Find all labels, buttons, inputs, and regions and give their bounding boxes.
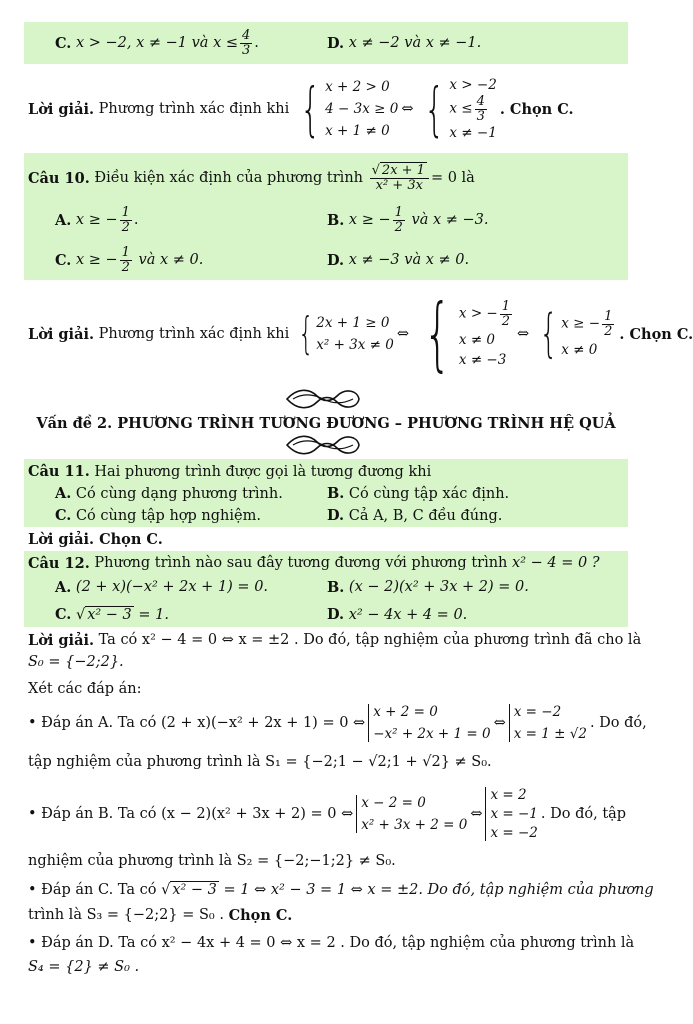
q10-option-c: C. x ≥ − $\frac{1}{2}$ và x ≠ 0. bbox=[55, 244, 204, 275]
brace-system: { x > − $\frac{1}{2}$ x ≠ 0 x ≠ −3 bbox=[423, 287, 511, 380]
q10-option-b: B. x ≥ − $\frac{1}{2}$ và x ≠ −3. bbox=[327, 204, 489, 235]
choose-answer: . Chọn C. bbox=[499, 100, 574, 118]
q12-solution-line1: Lời giải. Ta có x² − 4 = 0 ⇔ x = ±2 . Do đó, tập nghiệm của phương trình đã cho là bbox=[28, 631, 642, 649]
q12-option-d: D. x² − 4x + 4 = 0. bbox=[327, 606, 468, 623]
brace-system: { x + 2 > 0 4 − 3x ≥ 0 x + 1 ≠ 0 bbox=[300, 75, 399, 143]
solution-label: Lời giải. bbox=[28, 325, 95, 343]
question-text: Điều kiện xác định của phương trình bbox=[94, 170, 364, 186]
option-text: x ≠ −2 và x ≠ −1. bbox=[348, 35, 482, 51]
section-title-row bbox=[24, 411, 628, 435]
choose-answer: Chọn C. bbox=[228, 906, 293, 924]
answer-a-analysis: • Đáp án A. Ta có (2 + x)(−x² + 2x + 1) = 0 ⇔ x + 2 = 0 −x² + 2x + 1 = 0 ⇔ x = −2 x = 1 ± √2 . Do đó, bbox=[28, 704, 647, 742]
q12-option-b: B. (x − 2)(x² + 3x + 2) = 0. bbox=[327, 578, 529, 596]
choose-answer: . Chọn C. bbox=[619, 325, 693, 343]
q9-option-d bbox=[327, 22, 481, 64]
question-label: Câu 12. bbox=[28, 554, 90, 572]
option-label: C. bbox=[55, 34, 72, 52]
fraction: $\frac{√ 2x + 1}{\text{x² + 3x}}$ bbox=[370, 164, 429, 192]
answer-d-analysis: • Đáp án D. Ta có x² − 4x + 4 = 0 ⇔ x = 2 . Do đó, tập nghiệm của phương trình là bbox=[28, 935, 635, 951]
q12-option-c: C. √ x² − 3 = 1. bbox=[55, 606, 169, 623]
answer-c-analysis: • Đáp án C. Ta có √ x² − 3 = 1 ⇔ x² − 3 = 1 ⇔ x = ±2. Do đó, tập nghiệm của phương bbox=[28, 882, 654, 898]
brace-system: { x ≥ − $\frac{1}{2}$ x ≠ 0 bbox=[539, 304, 613, 364]
brace-system: { x > −2 x ≤ $\frac{4}{3}$ x ≠ −1 bbox=[424, 75, 497, 143]
q11-option-c: C. Có cùng tập hợp nghiệm. bbox=[55, 507, 261, 524]
q11-title bbox=[28, 461, 431, 482]
q10-option-a: A. x ≥ − $\frac{1}{2}$ . bbox=[55, 204, 139, 235]
q10-solution: Lời giải. Phương trình xác định khi { 2x + 1 ≥ 0 x² + 3x ≠ 0 ⇔ { x > − $\frac{1}{2}$ x ≠ 0 x ≠ −3 ⇔ { x ≥ − $\frac{1}{2}$ x ≠ 0 . Chọn C. bbox=[28, 287, 693, 380]
option-label: D. bbox=[327, 34, 345, 52]
answer-b-analysis: • Đáp án B. Ta có (x − 2)(x² + 3x + 2) = 0 ⇔ x − 2 = 0 x² + 3x + 2 = 0 ⇔ x = 2 x = −1 x = −2 . Do đó, tập bbox=[28, 787, 627, 841]
q10-option-d: D. x ≠ −3 và x ≠ 0. bbox=[327, 251, 470, 269]
answer-d-conclusion: S₄ = {2} ≠ S₀ . bbox=[28, 959, 140, 975]
q9-solution: Lời giải. Phương trình xác định khi { x + 2 > 0 4 − 3x ≥ 0 x + 1 ≠ 0 ⇔ { x > −2 x ≤ $\frac{4}{3}$ x ≠ −1 . Chọn C. bbox=[28, 75, 574, 143]
q12-title: Câu 12. Phương trình nào sau đây tương đương với phương trình x² − 4 = 0 ? bbox=[28, 554, 600, 572]
q11-option-d: D. Cả A, B, C đều đúng. bbox=[327, 507, 503, 524]
q9-option-c: C. x > −2, x ≠ −1 và x ≤ $\frac{4}{3}$ . bbox=[55, 27, 259, 58]
question-text: Phương trình nào sau đây tương đương với phương trình bbox=[94, 555, 508, 571]
answer-c-conclusion: trình là S₃ = {−2;2} = S₀ . Chọn C. bbox=[28, 906, 293, 924]
answer-b-conclusion: nghiệm của phương trình là S₂ = {−2;−1;2} ≠ S₀. bbox=[28, 853, 396, 869]
brace-system: { 2x + 1 ≥ 0 x² + 3x ≠ 0 bbox=[298, 308, 394, 359]
ornament-top-icon bbox=[283, 388, 363, 410]
ornament-bottom-icon bbox=[283, 434, 363, 456]
answer-a-conclusion: tập nghiệm của phương trình là S₁ = {−2;1 − √2;1 + √2} ≠ S₀. bbox=[28, 754, 492, 770]
option-text: x > −2, x ≠ −1 và x ≤ bbox=[75, 35, 239, 51]
solution-text: Phương trình xác định khi bbox=[98, 101, 290, 117]
consider-options: Xét các đáp án: bbox=[28, 681, 142, 697]
q11-option-b: B. Có cùng tập xác định. bbox=[327, 485, 510, 502]
question-text: Hai phương trình được gọi là tương đương khi bbox=[94, 463, 432, 480]
question-label: Câu 10. bbox=[28, 169, 90, 187]
solution-label: Lời giải. Chọn C. bbox=[28, 530, 163, 548]
fraction: $\frac{4}{3}$ bbox=[242, 27, 251, 58]
question-label: Câu 11. bbox=[28, 463, 90, 480]
q12-option-a: A. (2 + x)(−x² + 2x + 1) = 0. bbox=[55, 578, 269, 596]
solution-label: Lời giải. bbox=[28, 100, 95, 118]
q12-solution-line2: S₀ = {−2;2}. bbox=[28, 654, 124, 670]
solution-label: Lời giải. bbox=[28, 631, 95, 649]
q10-title: Câu 10. Điều kiện xác định của phương trình $\frac{√ 2x + 1}{\text{x² + 3x}}$ = 0 là bbox=[28, 162, 475, 193]
q11-option-a: A. Có cùng dạng phương trình. bbox=[55, 485, 283, 502]
section-title: Vấn đề 2. PHƯƠNG TRÌNH TƯƠNG ĐƯƠNG – PHƯƠNG TRÌNH HỆ QUẢ bbox=[36, 414, 616, 432]
q11-solution bbox=[28, 528, 163, 550]
